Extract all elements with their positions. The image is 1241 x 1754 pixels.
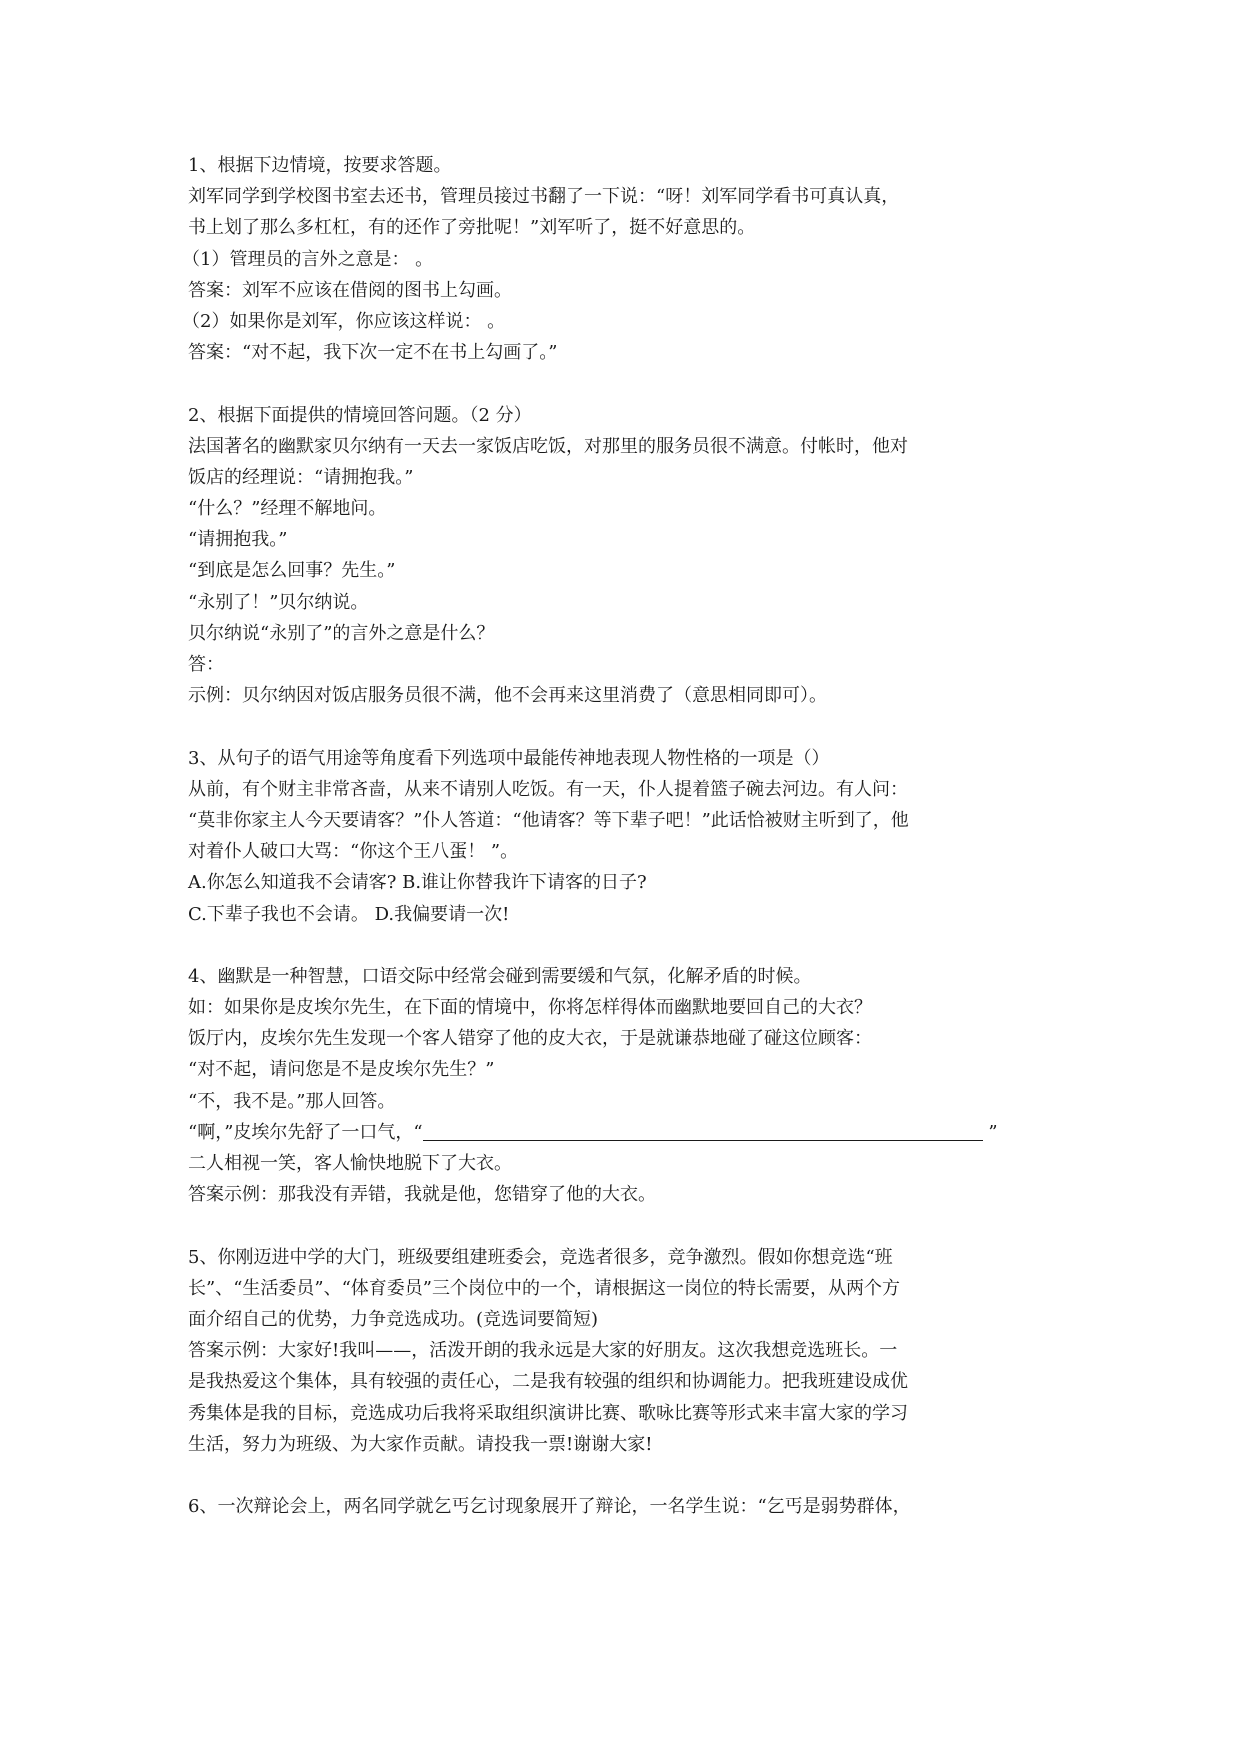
question-2-passage-line: “什么？”经理不解地问。 [188, 498, 387, 520]
question-2-answer-label: 答： [188, 654, 224, 675]
question-1-passage-line: 刘军同学到学校图书室去还书，管理员接过书翻了一下说：“呀！刘军同学看书可真认真， [188, 186, 900, 208]
question-4-passage-line: “不，我不是。”那人回答。 [188, 1090, 396, 1112]
fill-in-blank [423, 1120, 983, 1141]
question-3-passage-line: 对着仆人破口大骂：“你这个王八蛋！ ”。 [188, 841, 519, 863]
question-1-answer: 答案：刘军不应该在借阅的图书上勾画。 [188, 279, 512, 301]
question-2-title: 2、根据下面提供的情境回答问题。（2 分） [188, 404, 532, 426]
question-4-fill-line [188, 1117, 1058, 1148]
question-2-answer: 示例：贝尔纳因对饭店服务员很不满，他不会再来这里消费了（意思相同即可）。 [188, 685, 827, 707]
question-5-answer: 是我热爱这个集体，具有较强的责任心，二是我有较强的组织和协调能力。把我班建设成优 [188, 1371, 908, 1393]
question-2-passage-line: “永别了！”贝尔纳说。 [188, 591, 369, 613]
question-4-passage-line: 如：如果你是皮埃尔先生，在下面的情境中，你将怎样得体而幽默地要回自己的大衣？ [188, 997, 872, 1019]
question-2-passage-line: 法国著名的幽默家贝尔纳有一天去一家饭店吃饭，对那里的服务员很不满意。付帐时，他对 [188, 435, 908, 457]
question-1-subquestion: （2）如果你是刘军，你应该这样说： 。 [182, 310, 506, 332]
question-5-answer: 生活，努力为班级、为大家作贡献。请投我一票!谢谢大家! [188, 1433, 653, 1455]
paragraph-gap [188, 368, 1058, 399]
question-3-options: A.你怎么知道我不会请客? B.谁让你替我许下请客的日子? [188, 872, 647, 894]
question-2-prompt: 贝尔纳说“永别了”的言外之意是什么？ [188, 622, 495, 644]
question-4-passage-line: 饭厅内，皮埃尔先生发现一个客人错穿了他的皮大衣，于是就谦恭地碰了碰这位顾客： [188, 1028, 872, 1050]
question-5-passage-line: 长”、“生活委员”、“体育委员”三个岗位中的一个，请根据这一岗位的特长需要，从两个方 [188, 1277, 901, 1299]
question-3-passage-line: 从前，有个财主非常吝啬，从来不请别人吃饭。有一天，仆人提着篮子碗去河边。有人问： [188, 778, 908, 800]
question-1-title: 1、根据下边情境，按要求答题。 [188, 155, 452, 176]
question-5-answer: 秀集体是我的目标，竞选成功后我将采取组织演讲比赛、歌咏比赛等形式来丰富大家的学习 [188, 1402, 908, 1424]
paragraph-gap [188, 1210, 1058, 1241]
question-2-passage-line: 饭店的经理说：“请拥抱我。” [188, 466, 414, 488]
question-1-subquestion: （1）管理员的言外之意是： 。 [182, 248, 434, 270]
paragraph-gap [188, 1460, 1058, 1491]
question-4-fill-prefix: “啊，”皮埃尔先舒了一口气，“ [188, 1121, 423, 1143]
question-2-passage-line: “到底是怎么回事？先生。” [188, 560, 396, 582]
question-6-title: 6、一次辩论会上，两名同学就乞丐乞讨现象展开了辩论，一名学生说：“乞丐是弱势群体， [188, 1496, 911, 1518]
question-4-fill-suffix: ” [982, 1121, 998, 1143]
question-3-options: C.下辈子我也不会请。 D.我偏要请一次! [188, 903, 510, 925]
question-4-title: 4、幽默是一种智慧，口语交际中经常会碰到需要缓和气氛，化解矛盾的时候。 [188, 965, 812, 987]
paragraph-gap [188, 711, 1058, 742]
question-5-title: 5、你刚迈进中学的大门，班级要组建班委会，竞选者很多，竞争激烈。假如你想竞选“班 [188, 1246, 893, 1268]
question-4-passage-line: 二人相视一笑，客人愉快地脱下了大衣。 [188, 1153, 512, 1174]
question-2-passage-line: “请拥抱我。” [188, 529, 288, 551]
paragraph-gap [188, 930, 1058, 961]
question-3-title: 3、从句子的语气用途等角度看下列选项中最能传神地表现人物性格的一项是（） [188, 747, 830, 769]
document-body [182, 150, 1058, 1522]
question-5-answer: 答案示例：大家好!我叫——，活泼开朗的我永远是大家的好朋友。这次我想竞选班长。一 [188, 1340, 898, 1362]
question-5-passage-line: 面介绍自己的优势，力争竞选成功。(竞选词要简短) [188, 1308, 599, 1330]
question-3-passage-line: “莫非你家主人今天要请客？”仆人答道：“他请客？等下辈子吧！”此话恰被财主听到了，他 [188, 809, 909, 831]
question-4-passage-line: “对不起，请问您是不是皮埃尔先生？” [188, 1059, 495, 1081]
question-1-answer: 答案：“对不起，我下次一定不在书上勾画了。” [188, 342, 558, 364]
question-1-passage-line: 书上划了那么多杠杠，有的还作了旁批呢！”刘军听了，挺不好意思的。 [188, 217, 756, 239]
question-4-answer: 答案示例：那我没有弄错，我就是他，您错穿了他的大衣。 [188, 1184, 656, 1206]
